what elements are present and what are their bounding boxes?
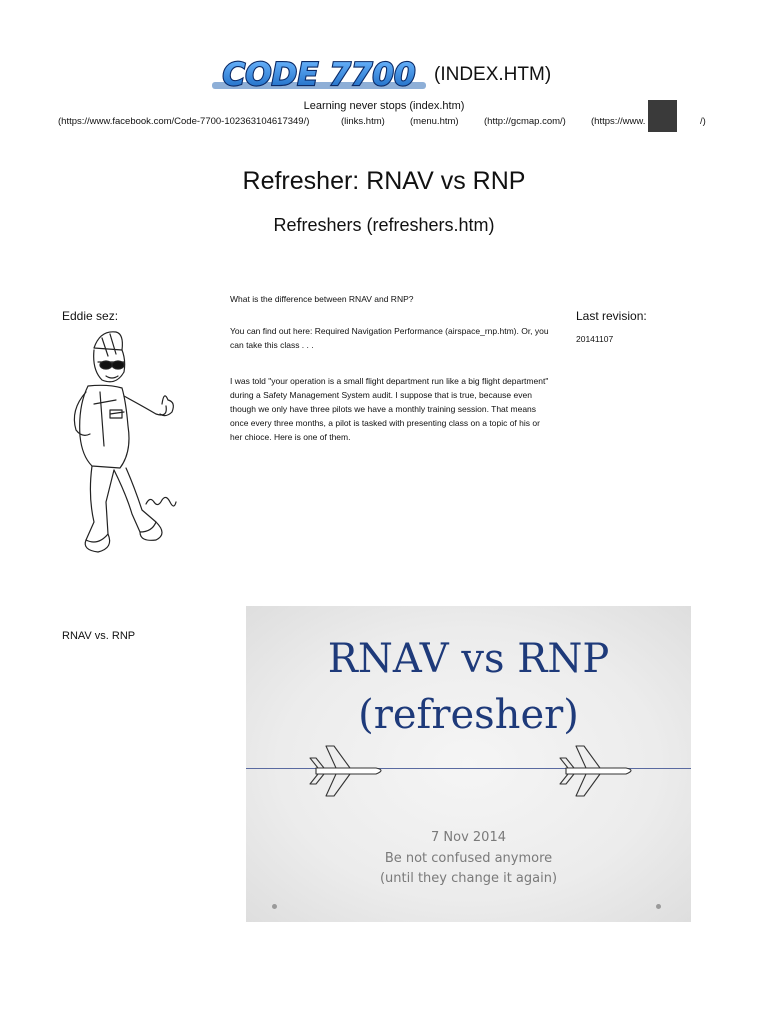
airplane-icon	[310, 746, 381, 796]
slide-date: 7 Nov 2014	[431, 830, 506, 845]
page-title: Refresher: RNAV vs RNP	[242, 167, 526, 195]
eddie-label: Eddie sez:	[62, 309, 119, 323]
code7700-logo[interactable]	[208, 60, 430, 90]
gcmap-link[interactable]: (http://gcmap.com/)	[484, 116, 566, 127]
revision-date: 20141107	[576, 334, 614, 344]
slide-title-line2: (refresher)	[358, 692, 579, 738]
pilot-cartoon-icon	[64, 326, 180, 558]
slide-corner-dot	[272, 904, 277, 909]
menu-link[interactable]: (menu.htm)	[410, 116, 459, 127]
index-link[interactable]: (INDEX.HTM)	[434, 64, 552, 85]
slide-note: (until they change it again)	[379, 871, 558, 886]
rnav-rnp-label: RNAV vs. RNP	[62, 630, 136, 642]
facebook-link[interactable]: (https://www.facebook.com/Code-7700-102363104617349/)	[58, 116, 310, 127]
slide-subtitle: Be not confused anymore	[384, 851, 553, 866]
dark-overlay-square	[648, 100, 677, 132]
faa-link-end[interactable]: /)	[700, 116, 706, 127]
revision-label: Last revision:	[576, 309, 647, 323]
logo-text: CODE 7700	[222, 60, 416, 90]
refreshers-link[interactable]: Refreshers (refreshers.htm)	[273, 215, 495, 235]
tagline[interactable]: Learning never stops (index.htm)	[303, 100, 465, 112]
rnp-reference-link[interactable]: You can find out here: Required Navigation Performance (airspace_rnp.htm). Or, you can take this class . . .	[230, 326, 549, 350]
slide-airplanes	[246, 736, 691, 806]
question-text: What is the difference between RNAV and RNP?	[230, 294, 414, 304]
faa-link-start[interactable]: (https://www.	[591, 116, 646, 127]
airplane-icon	[560, 746, 631, 796]
presentation-slide[interactable]	[246, 606, 691, 922]
story-paragraph: I was told "your operation is a small flight department run like a big flight department" during a Safety Management System audit. I suppose that is true, because even though we only have three pilots we have a monthly training session. That means once every three months, a pilot is tasked with presenting class on a topic of his or her chioce. Here is one of them.	[230, 376, 549, 442]
links-link[interactable]: (links.htm)	[341, 116, 385, 127]
slide-corner-dot	[656, 904, 661, 909]
slide-title-line1: RNAV vs RNP	[327, 636, 610, 682]
